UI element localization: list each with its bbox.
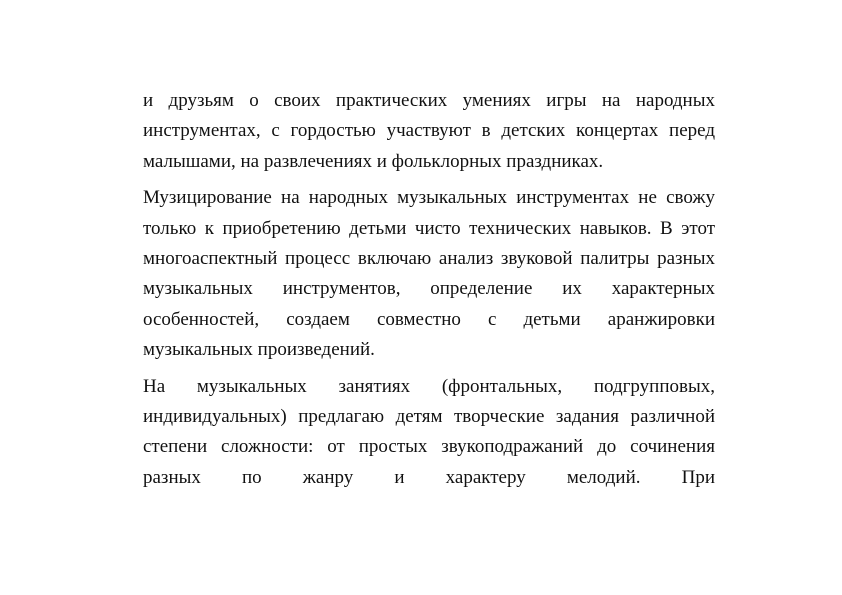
paragraph-2: Музицирование на народных музыкальных инструментах не свожу только к приобретению детьми чисто технических навыков. В этот многоаспектный процесс включаю анализ звуковой палитры разных музыкальных инструментов, определение их характерных особенностей, создаем совместно с детьми аранжировки музыкальных произведений. [143,187,715,361]
paragraph-1: и друзьям о своих практических умениях игры на народных инструментах, с гордостью участвуют в детских концертах перед малышами, на развлечениях и фольклорных праздниках. [143,90,715,172]
paragraph-3: На музыкальных занятиях (фронтальных, подгрупповых, индивидуальных) предлагаю детям творческие задания различной степени сложности: от простых звукоподражаний до сочинения разных по жанру и характеру мелодий. При [143,375,715,488]
body-text [143,86,715,499]
